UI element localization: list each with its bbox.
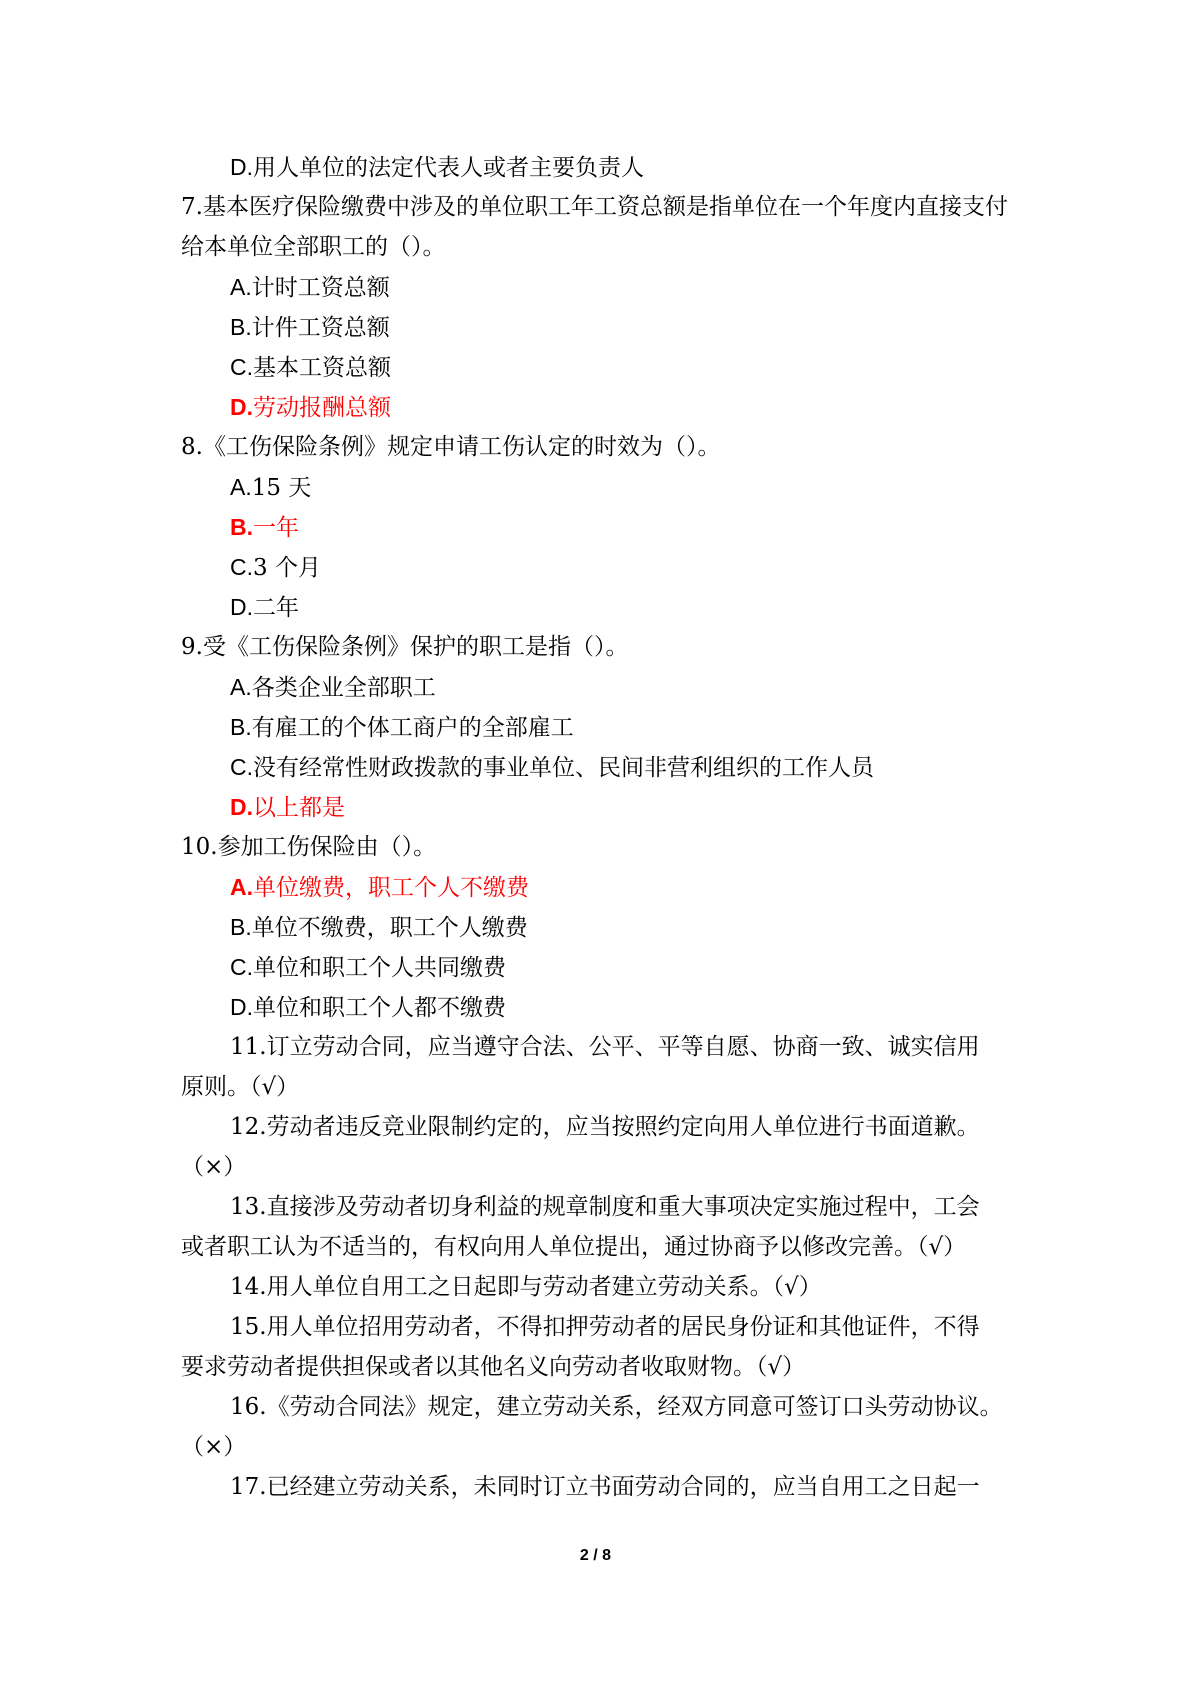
q10-option-b: B.单位不缴费，职工个人缴费 bbox=[230, 914, 528, 941]
q15-statement: 15.用人单位招用劳动者，不得扣押劳动者的居民身份证和其他证件，不得 要求劳动者提供担保或者以其他名义向劳动者收取财物。（√） bbox=[181, 1314, 980, 1380]
q8-option-d: D.二年 bbox=[230, 594, 299, 621]
q7-option-b: B.计件工资总额 bbox=[230, 314, 390, 341]
q7-option-d-answer: D.劳动报酬总额 bbox=[230, 394, 391, 421]
page-number: 2 / 8 bbox=[579, 1547, 612, 1564]
q7-option-c: C.基本工资总额 bbox=[230, 354, 391, 381]
q8-option-c: C.3 个月 bbox=[230, 554, 321, 581]
q17-statement: 17.已经建立劳动关系，未同时订立书面劳动合同的，应当自用工之日起一 bbox=[230, 1474, 980, 1500]
q7-stem: 7.基本医疗保险缴费中涉及的单位职工年工资总额是指单位在一个年度内直接支付给本单位全部职工的（）。 bbox=[181, 194, 1008, 260]
q13-statement: 13.直接涉及劳动者切身利益的规章制度和重大事项决定实施过程中，工会 或者职工认为不适当的，有权向用人单位提出，通过协商予以修改完善。（√） bbox=[181, 1194, 980, 1260]
page-content bbox=[181, 147, 1021, 1507]
q9-option-d-answer: D.以上都是 bbox=[230, 794, 345, 821]
q8-option-a: A.15 天 bbox=[230, 474, 312, 501]
q8-option-b-answer: B.一年 bbox=[230, 514, 299, 541]
q9-stem: 9.受《工伤保险条例》保护的职工是指（）。 bbox=[181, 634, 629, 660]
q16-statement: 16.《劳动合同法》规定，建立劳动关系，经双方同意可签订口头劳动协议。 （×） bbox=[181, 1394, 1003, 1460]
q9-option-a: A.各类企业全部职工 bbox=[230, 674, 436, 701]
q14-statement: 14.用人单位自用工之日起即与劳动者建立劳动关系。（√） bbox=[230, 1274, 822, 1300]
q10-stem: 10.参加工伤保险由（）。 bbox=[181, 834, 437, 860]
q9-option-b: B.有雇工的个体工商户的全部雇工 bbox=[230, 714, 574, 741]
q10-option-a-answer: A.单位缴费，职工个人不缴费 bbox=[230, 874, 529, 901]
q6-option-d: D.用人单位的法定代表人或者主要负责人 bbox=[230, 154, 644, 181]
q10-option-c: C.单位和职工个人共同缴费 bbox=[230, 954, 506, 981]
q12-statement: 12.劳动者违反竞业限制约定的，应当按照约定向用人单位进行书面道歉。 （×） bbox=[181, 1114, 980, 1180]
q9-option-c: C.没有经常性财政拨款的事业单位、民间非营利组织的工作人员 bbox=[230, 754, 874, 781]
q7-option-a: A.计时工资总额 bbox=[230, 274, 390, 301]
q8-stem: 8.《工伤保险条例》规定申请工伤认定的时效为（）。 bbox=[181, 434, 721, 460]
q10-option-d: D.单位和职工个人都不缴费 bbox=[230, 994, 506, 1021]
q11-statement: 11.订立劳动合同，应当遵守合法、公平、平等自愿、协商一致、诚实信用 原则。（√） bbox=[181, 1034, 980, 1100]
